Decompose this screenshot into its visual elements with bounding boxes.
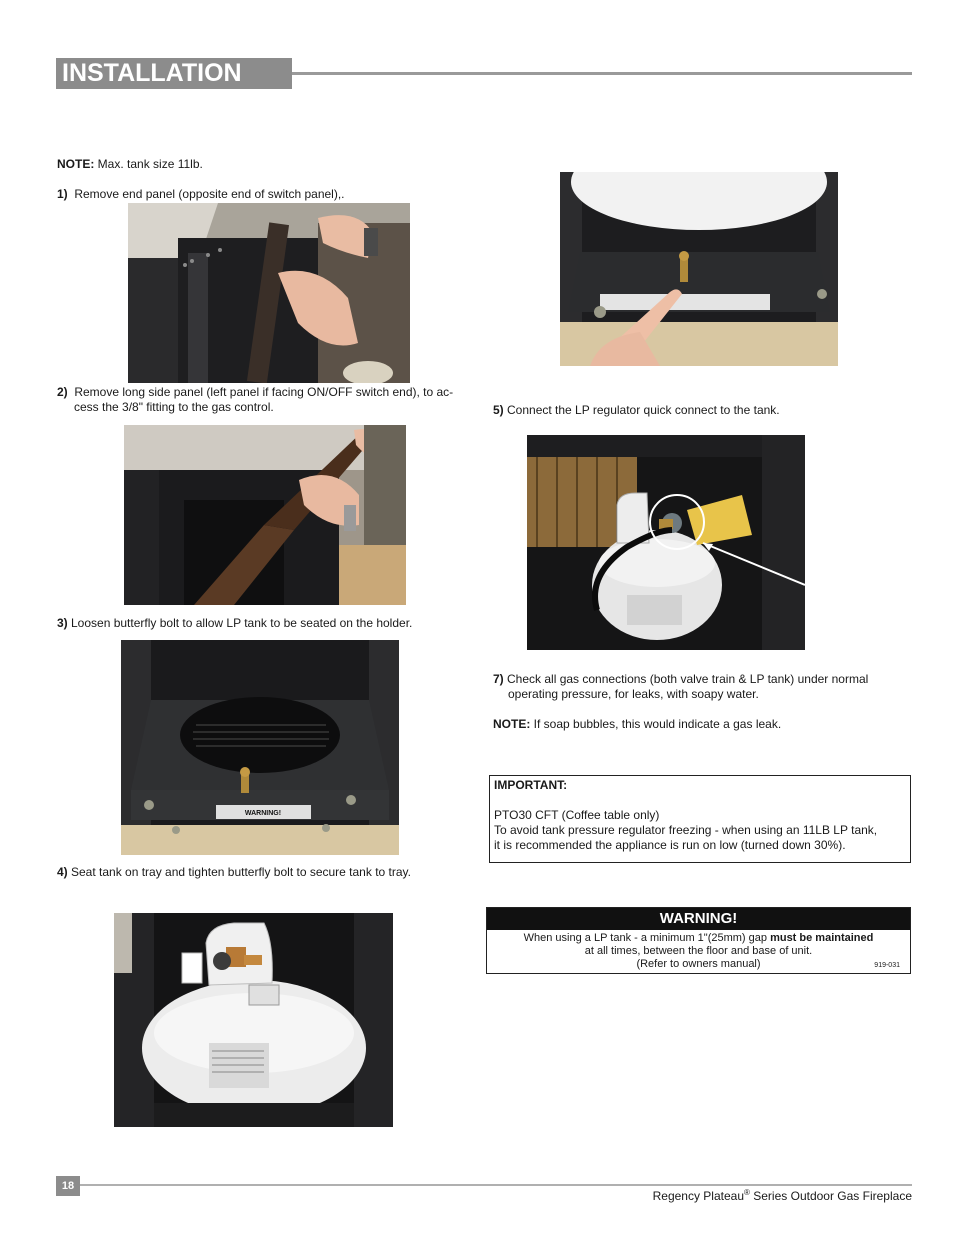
important-title: IMPORTANT:: [494, 778, 568, 792]
photo-remove-side-panel: [124, 425, 406, 605]
step-2: 2) Remove long side panel (left panel if facing ON/OFF switch end), to ac-: [57, 385, 454, 399]
step-5: 5) Connect the LP regulator quick connect to the tank.: [493, 403, 780, 417]
footer-product-name: Regency Plateau® Series Outdoor Gas Fireplace: [652, 1188, 912, 1203]
step-7: 7) Check all gas connections (both valve train & LP tank) under normal: [493, 672, 869, 686]
important-line-3: it is recommended the appliance is run on low (turned down 30%).: [494, 838, 846, 852]
footer-rule: [80, 1184, 912, 1186]
step-4: 4) Seat tank on tray and tighten butterfly bolt to secure tank to tray.: [57, 865, 411, 879]
photo-tank-holder: [121, 640, 399, 855]
step-2-cont: cess the 3/8" fitting to the gas control.: [74, 400, 274, 414]
warning-title: WARNING!: [487, 908, 910, 930]
important-line-2: To avoid tank pressure regulator freezing - when using an 11LB LP tank,: [494, 823, 878, 837]
warning-line-1: When using a LP tank - a minimum 1"(25mm) gap must be maintained: [523, 932, 874, 944]
warning-line-3: (Refer to owners manual): [636, 958, 761, 970]
step-1: 1) Remove end panel (opposite end of switch panel),.: [57, 187, 345, 201]
important-box: [489, 775, 911, 863]
warning-code: 919-031: [874, 962, 900, 969]
page-number: 18: [56, 1176, 80, 1196]
photo-remove-end-panel: [128, 203, 410, 383]
header-rule: [292, 72, 912, 75]
important-line-1: PTO30 CFT (Coffee table only): [494, 808, 660, 822]
warning-box: [486, 907, 911, 974]
note-soap-bubbles: NOTE: If soap bubbles, this would indicate a gas leak.: [493, 717, 782, 731]
warning-body: [487, 930, 910, 974]
warning-line-2: at all times, between the floor and base of unit.: [584, 945, 813, 957]
photo-warning-label: WARNING!: [244, 810, 282, 817]
photo-regulator-connect: [527, 435, 805, 650]
note-tank-size: NOTE: Max. tank size 11lb.: [57, 157, 203, 171]
section-title: INSTALLATION: [56, 58, 292, 89]
step-7-cont: operating pressure, for leaks, with soapy water.: [508, 687, 759, 701]
step-3: 3) Loosen butterfly bolt to allow LP tank to be seated on the holder.: [57, 616, 413, 630]
photo-tank-seated: [114, 913, 393, 1127]
photo-butterfly-bolt: [560, 172, 838, 366]
